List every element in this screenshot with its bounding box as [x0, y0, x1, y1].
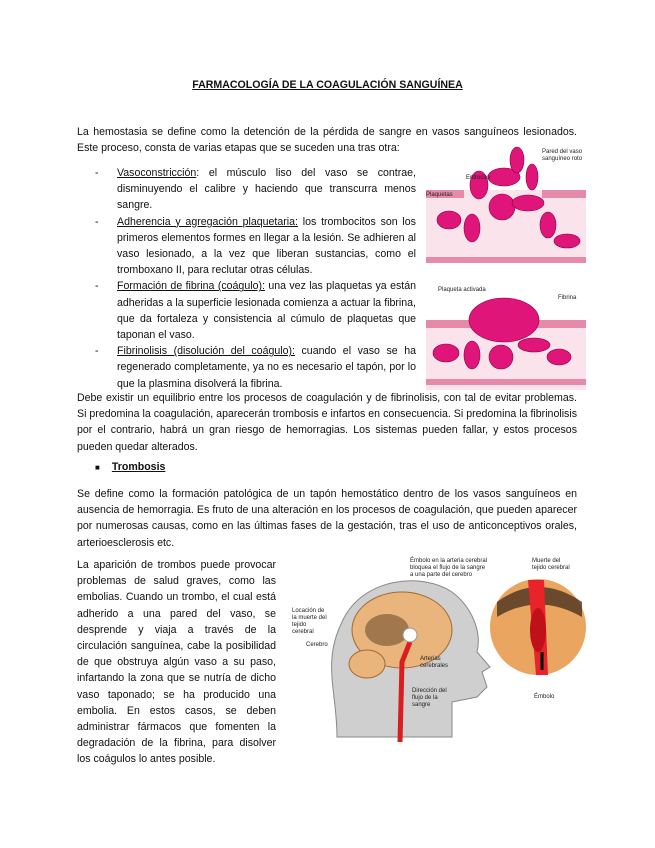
intro-paragraph: La hemostasia se define como la detención de la pérdida de sangre en vasos sanguíneos lesionados. Este proceso, consta de varias etapas que se suceden una tras otra:: [77, 126, 577, 155]
trombosis-paragraph: Se define como la formación patológica de un tapón hemostático dentro de los vasos sanguíneos en ausencia de hemorragia. Es fruto de una alteración en los procesos de coagulación, que pueden aparecer por numerosas causas, como en las últimas fases de la gestación, tras el uso de anticonceptivos orales, arterioesclerosis etc.: [77, 488, 577, 549]
figure-label: Locación de la muerte del tejido cerebral: [292, 608, 327, 635]
figure-label: Arterias cerebrales: [420, 656, 449, 669]
stage-term: Vasoconstricción: [117, 167, 197, 179]
hemostasis-figure: [424, 145, 590, 390]
balance-paragraph: Debe existir un equilibrio entre los procesos de coagulación y de fibrinolisis, con tal de evitar problemas. Si predomina la coagulación, aparecerán trombosis e infartos en consecuencia. Si predomina la fibrinolisis por el contrario, habrá un gran riesgo de hemorragias. Los sistemas pueden fallar, y estos procesos pueden quedar alterados.: [77, 392, 577, 453]
list-item: - Fibrinolisis (disolución del coágulo): cuando el vaso se ha regenerado completamente, ya no es necesario el tapón, por lo que la plasmina disolverá la fibrina.: [95, 345, 416, 390]
page-title: FARMACOLOGÍA DE LA COAGULACIÓN SANGUÍNEA: [192, 79, 463, 91]
figure-label: Plaquetas: [426, 192, 453, 198]
figure-label: Pared del vaso sanguíneo roto: [542, 149, 583, 162]
list-item: - Vasoconstricción: el músculo liso del vaso se contrae, disminuyendo el calibre y haciendo que transcurra menos sangre.: [95, 167, 416, 212]
list-item: - Adherencia y agregación plaquetaria: los trombocitos son los primeros elementos formes en llegar a la lesión. Se adhieren al vaso lesionado, a la vez que liberan sustancias, como el tromboxano II, para reclutar otras células.: [95, 215, 416, 277]
list-item: - Formación de fibrina (coágulo): una vez las plaquetas ya están adheridas a la superficie lesionada comienza a actuar la fibrina, que da fortaleza y consistencia al cúmulo de plaquetas que taponan el vaso.: [95, 280, 416, 342]
figure-label: Émbolo en la arteria cerebral bloquea el flujo de la sangre a una parte del cerebro: [410, 558, 488, 578]
section-heading-trombosis: ■ Trombosis: [95, 461, 166, 473]
vessel-illustration: [424, 145, 590, 390]
figure-label: Cerebro: [306, 642, 328, 648]
figure-label: Plaqueta activada: [438, 287, 486, 293]
square-bullet-icon: ■: [95, 463, 100, 472]
stages-list: [95, 165, 416, 392]
figure-label: Dirección del flujo de la sangre: [412, 688, 447, 708]
figure-label: Émbolo: [534, 694, 555, 700]
stage-term: Adherencia y agregación plaquetaria:: [117, 215, 298, 228]
embolia-paragraph: La aparición de trombos puede provocar problemas de salud graves, como las embolias. Cuando un trombo, el cual está adherido a una pared del vaso, se desprende y viaja a través de la circulación sanguínea, cabe la posibilidad de que obstruya algún vaso a su paso, infartando la zona que se nutría de dicho vaso taponado; se ha producido una embolia. En estos casos, se deben administrar fármacos que fomenten la degradación de la fibrina, para disolver los coágulos lo antes posible.: [77, 559, 276, 766]
figure-label: Muerte del tejido cerebral: [532, 558, 570, 571]
stage-term: Formación de fibrina (coágulo):: [117, 280, 265, 293]
figure-label: Fibrina: [558, 295, 577, 301]
figure-label: Eritrocito: [466, 175, 490, 181]
brain-embolism-illustration: [292, 552, 600, 752]
embolism-figure: [292, 552, 600, 752]
stage-term: Fibrinolisis (disolución del coágulo):: [117, 345, 295, 358]
